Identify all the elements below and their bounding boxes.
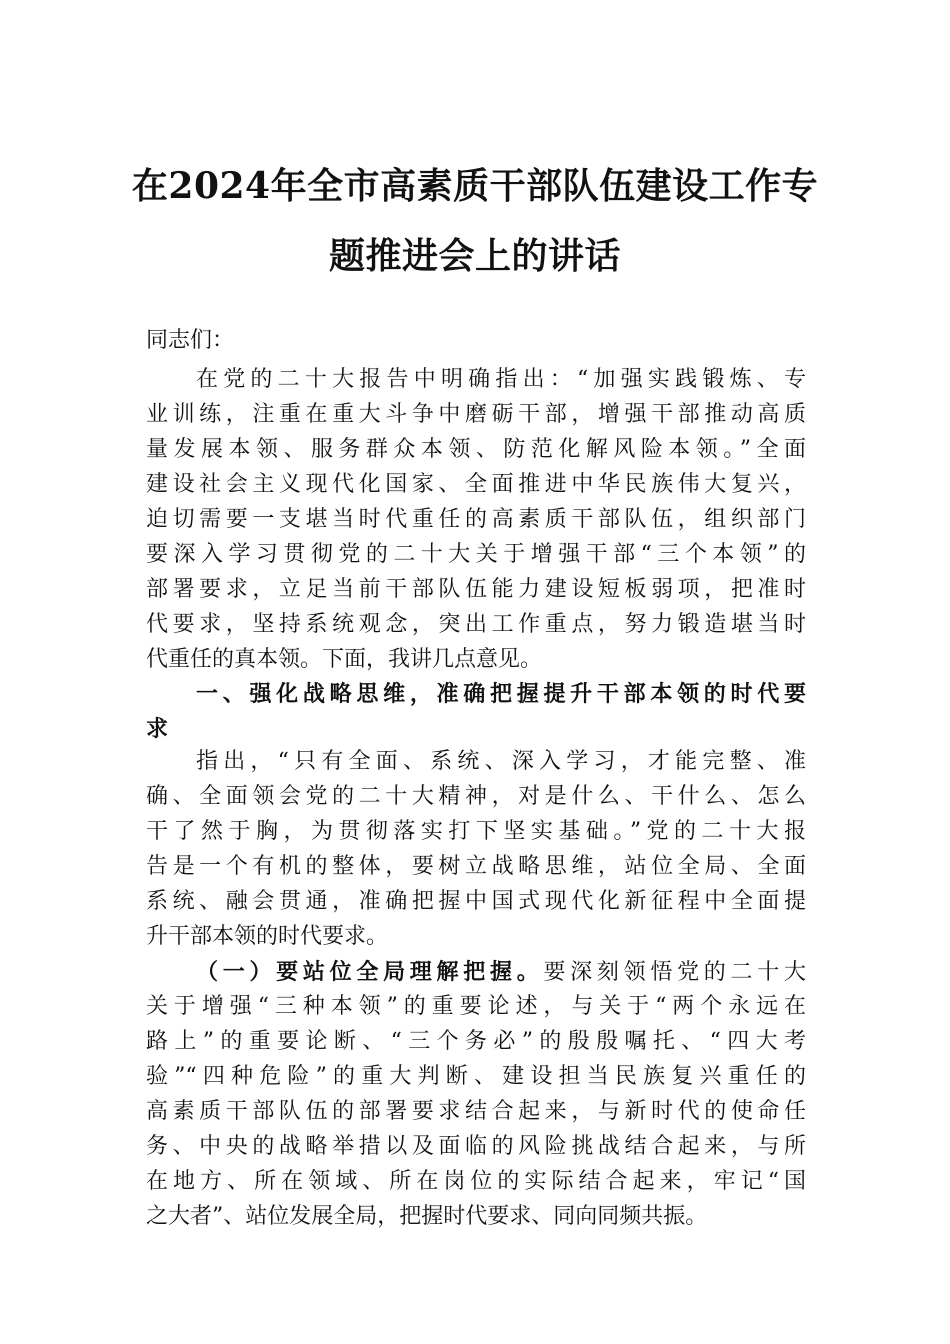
paragraph-line: 在地方、所在领域、所在岗位的实际结合起来，牢记“国 — [146, 1169, 806, 1194]
paragraph-line: 路上”的重要论断、“三个务必”的殷殷嘱托、“四大考 — [146, 1029, 806, 1054]
section-heading-line: 一、强化战略思维，准确把握提升干部本领的时代要 — [196, 682, 806, 707]
paragraph-line: 代重任的真本领。下面，我讲几点意见。 — [146, 647, 543, 672]
paragraph-line: 关于增强“三种本领”的重要论述，与关于“两个永远在 — [146, 994, 806, 1019]
paragraph-line: 验”“四种危险”的重大判断、建设担当民族复兴重任的 — [146, 1064, 806, 1089]
subheading-lead: （一）要站位全局理解把握。 — [196, 959, 544, 985]
paragraph-line: 业训练，注重在重大斗争中磨砺干部，增强干部推动高质 — [146, 402, 806, 427]
paragraph-line: 高素质干部队伍的部署要求结合起来，与新时代的使命任 — [146, 1099, 806, 1124]
paragraph-line: 之大者”、站位发展全局，把握时代要求、同向同频共振。 — [146, 1204, 708, 1229]
paragraph-line: 告是一个有机的整体，要树立战略思维，站位全局、全面 — [146, 854, 806, 879]
paragraph-line: 指出，“只有全面、系统、深入学习，才能完整、准 — [196, 749, 806, 774]
document-title-line-2: 题推进会上的讲话 — [328, 235, 621, 277]
paragraph-line: 确、全面领会党的二十大精神，对是什么、干什么、怎么 — [146, 784, 806, 809]
paragraph-line: 部署要求，立足当前干部队伍能力建设短板弱项，把准时 — [146, 577, 806, 602]
document-title-line-1: 在2024年全市高素质干部队伍建设工作专 — [131, 165, 819, 207]
paragraph-line: 务、中央的战略举措以及面临的风险挑战结合起来，与所 — [146, 1134, 806, 1159]
paragraph-line: 升干部本领的时代要求。 — [146, 924, 389, 949]
subheading-text: 要深刻领悟党的二十大 — [543, 960, 806, 985]
subheading-paragraph-line — [196, 957, 806, 987]
salutation: 同志们： — [146, 328, 235, 353]
paragraph-line: 量发展本领、服务群众本领、防范化解风险本领。”全面 — [146, 437, 806, 462]
paragraph-line: 要深入学习贯彻党的二十大关于增强干部“三个本领”的 — [146, 542, 806, 567]
paragraph-line: 迫切需要一支堪当时代重任的高素质干部队伍，组织部门 — [146, 507, 806, 532]
paragraph-line: 在党的二十大报告中明确指出：“加强实践锻炼、专 — [196, 367, 806, 392]
paragraph-line: 干了然于胸，为贯彻落实打下坚实基础。”党的二十大报 — [146, 819, 806, 844]
paragraph-line: 代要求，坚持系统观念，突出工作重点，努力锻造堪当时 — [146, 612, 806, 637]
section-heading-line: 求 — [146, 717, 169, 742]
paragraph-line: 建设社会主义现代化国家、全面推进中华民族伟大复兴， — [146, 472, 806, 497]
paragraph-line: 系统、融会贯通，准确把握中国式现代化新征程中全面提 — [146, 889, 806, 914]
